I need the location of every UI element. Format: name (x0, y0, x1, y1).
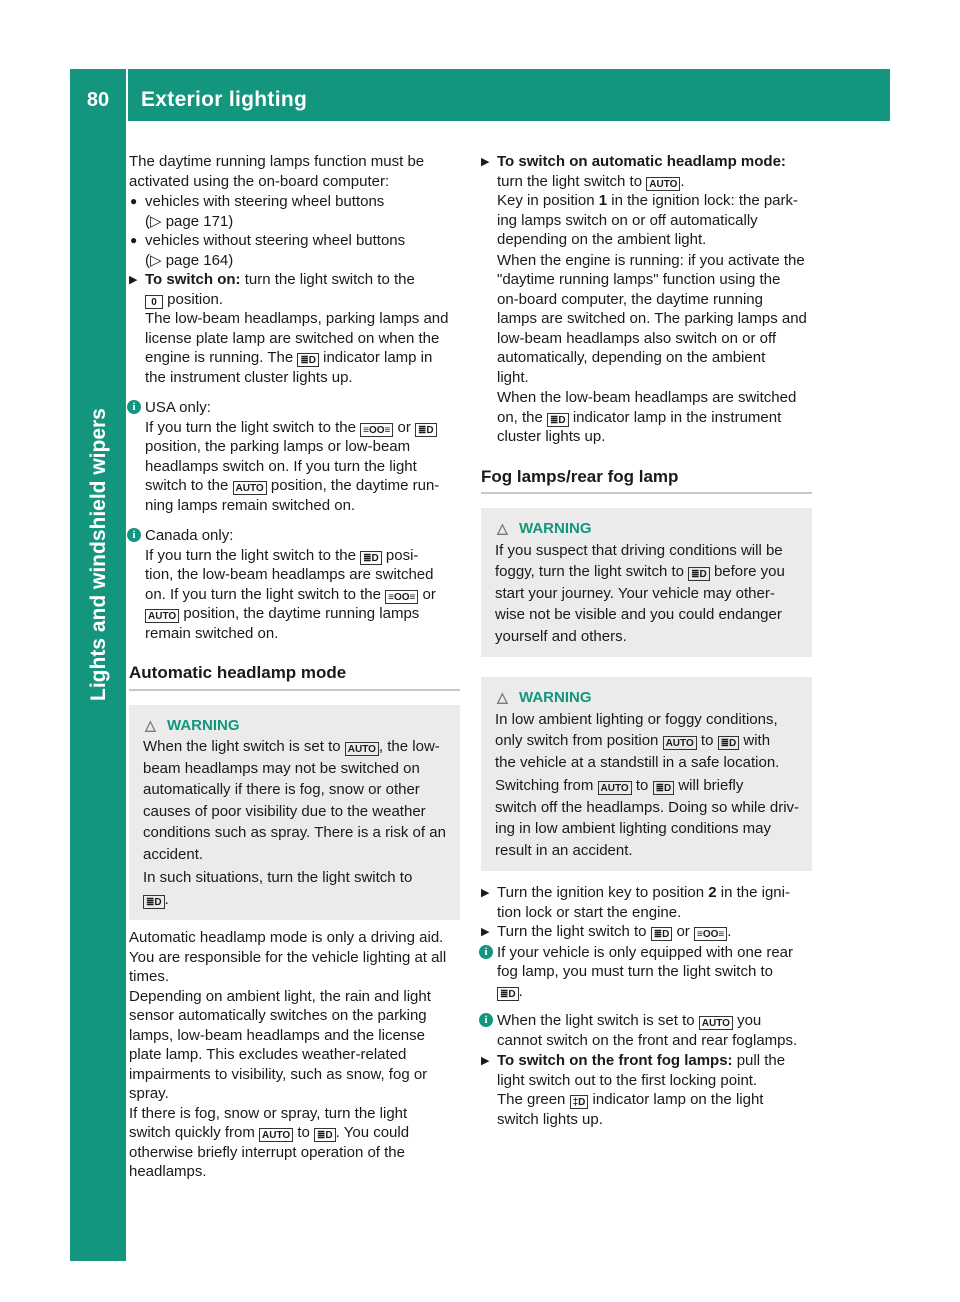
low-beam-icon: ≣D (360, 551, 382, 565)
page-reference-link[interactable]: (▷ page 171) (145, 212, 234, 230)
low-beam-icon: ≣D (297, 353, 319, 367)
header-divider (126, 69, 128, 121)
paragraph: Automatic headlamp mode is only a driving aid. You are responsible for the vehicle lighting at all times. (129, 929, 447, 985)
info-note: i If your vehicle is only equipped with one rear fog lamp, you must turn the light switch to ≣D . (481, 943, 812, 1002)
warning-triangle-icon: △ (145, 716, 156, 733)
warning-box: △ WARNING When the light switch is set to AUTO , the low- beam headlamps may not be switched on automatically if there is fog, snow or other causes of poor visibility due to the weather conditions such as spray. There is a risk of an accident. In such situations, turn the light switch to ≣D . (129, 705, 460, 921)
list-item: ● vehicles without steering wheel buttons (▷ page 164) (129, 231, 460, 270)
step-arrow-icon: ▶ (129, 274, 138, 286)
auto-icon: AUTO (233, 481, 267, 495)
instruction-step: ▶ To switch on automatic headlamp mode: turn the light switch to AUTO . Key in position 1 in the ignition lock: the park- ing lamps switch on or off automatically depending on the ambient light. When the engine is running: if you activate the "daytime running lamps" function using the on-board computer, the daytime running lamps are switched on. The parking lamps and low-beam headlamps also switch on or off automatically, depending on the ambient light. When the low-beam headlamps are switched on, the ≣D indicator lamp in the instrument cluster lights up. (481, 153, 807, 445)
instruction-step: ▶ To switch on the front fog lamps: pull the light switch out to the first locking point. The green ‡D indicator lamp on the light switch lights up. (481, 1052, 786, 1128)
info-icon: i (127, 400, 141, 414)
section-heading: Automatic headlamp mode (129, 663, 460, 691)
step-arrow-icon: ▶ (481, 926, 490, 938)
section-title: Exterior lighting (141, 88, 308, 111)
info-icon: i (127, 528, 141, 542)
paragraph: If there is fog, snow or spray, turn the light switch quickly from AUTO to ≣D . You could otherwise briefly interrupt operation of the headlamps. (129, 1104, 410, 1180)
low-beam-icon: ≣D (718, 736, 740, 750)
low-beam-icon: ≣D (547, 413, 569, 427)
auto-icon: AUTO (345, 742, 379, 756)
low-beam-icon: ≣D (688, 567, 710, 581)
low-beam-icon: ≣D (314, 1128, 336, 1142)
instruction-step: ▶ Turn the light switch to ≣D or ≡OO≡ . (481, 922, 812, 942)
info-icon: i (479, 1013, 493, 1027)
parking-lamp-icon: ≡OO≡ (694, 927, 727, 941)
low-beam-icon: ≣D (143, 895, 165, 909)
left-column (129, 152, 460, 1182)
step-arrow-icon: ▶ (481, 887, 490, 899)
warning-box: △ WARNING If you suspect that driving conditions will be foggy, turn the light switch to ≣D before you start your journey. Your vehicle may other- wise not be visible and you could endanger yourself and others. (481, 508, 812, 657)
page-header (70, 69, 890, 121)
info-note: i USA only: If you turn the light switch to the ≡OO≡ or ≣D position, the parking lamps or low-beam headlamps switch on. If you turn the light switch to the AUTO position, the daytime run- ning lamps remain switched on. (129, 398, 460, 515)
info-icon: i (479, 945, 493, 959)
warning-triangle-icon: △ (497, 520, 508, 536)
auto-icon: AUTO (145, 609, 179, 623)
low-beam-icon: ≣D (653, 781, 675, 795)
intro-line: activated using the on-board computer: (129, 172, 390, 190)
section-heading: Fog lamps/rear fog lamp (481, 467, 812, 495)
info-note: i Canada only: If you turn the light switch to the ≣D posi- tion, the low-beam headlamps are switched on. If you turn the light switch to the ≡OO≡ or AUTO position, the daytime running lamps remain switched on. (129, 526, 460, 643)
parking-lamp-icon: ≡OO≡ (360, 423, 393, 437)
list-item: ● vehicles with steering wheel buttons (▷ page 171) (129, 192, 460, 231)
parking-lamp-icon: ≡OO≡ (385, 590, 418, 604)
bullet-icon: ● (130, 233, 138, 247)
low-beam-icon: ≣D (651, 927, 673, 941)
auto-icon: AUTO (598, 781, 632, 795)
instruction-step: ▶ To switch on: turn the light switch to the 0 position. The low-beam headlamps, parking lamps and license plate lamp are switched on when the engine is running. The ≣D indicator lamp in the instrument cluster lights up. (129, 271, 449, 386)
page-number: 80 (86, 89, 110, 111)
low-beam-icon: ≣D (415, 423, 437, 437)
auto-icon: AUTO (699, 1016, 733, 1030)
auto-icon: AUTO (663, 736, 697, 750)
intro-line: The daytime running lamps function must be (129, 153, 425, 170)
right-column (481, 152, 812, 1129)
bullet-icon: ● (130, 194, 138, 208)
light-off-icon: 0 (145, 295, 163, 309)
auto-icon: AUTO (646, 177, 680, 191)
page-reference-link[interactable]: (▷ page 164) (145, 251, 234, 269)
auto-icon: AUTO (259, 1128, 293, 1142)
low-beam-icon: ≣D (497, 987, 519, 1001)
info-note: i When the light switch is set to AUTO you cannot switch on the front and rear foglamps. (481, 1011, 812, 1050)
step-arrow-icon: ▶ (481, 1055, 490, 1067)
fog-lamp-icon: ‡D (570, 1095, 589, 1109)
warning-box: △ WARNING In low ambient lighting or foggy conditions, only switch from position AUTO to ≣D with the vehicle at a standstill in a safe location. Switching from AUTO to ≣D will briefly switch off the headlamps. Doing so while driv- ing in low ambient lighting conditions may result in an accident. (481, 677, 812, 871)
instruction-step: ▶ Turn the ignition key to position 2 in the igni- tion lock or start the engine. (481, 884, 790, 921)
step-arrow-icon: ▶ (481, 156, 490, 168)
chapter-tab-label: Lights and windshield wipers (87, 408, 110, 701)
warning-triangle-icon: △ (497, 689, 508, 705)
paragraph: Depending on ambient light, the rain and light sensor automatically switches on the parking lamps, low-beam headlamps and the license plate lamp. This excludes weather-related impairments to visibility, such as snow, fog or spray. (129, 987, 431, 1102)
